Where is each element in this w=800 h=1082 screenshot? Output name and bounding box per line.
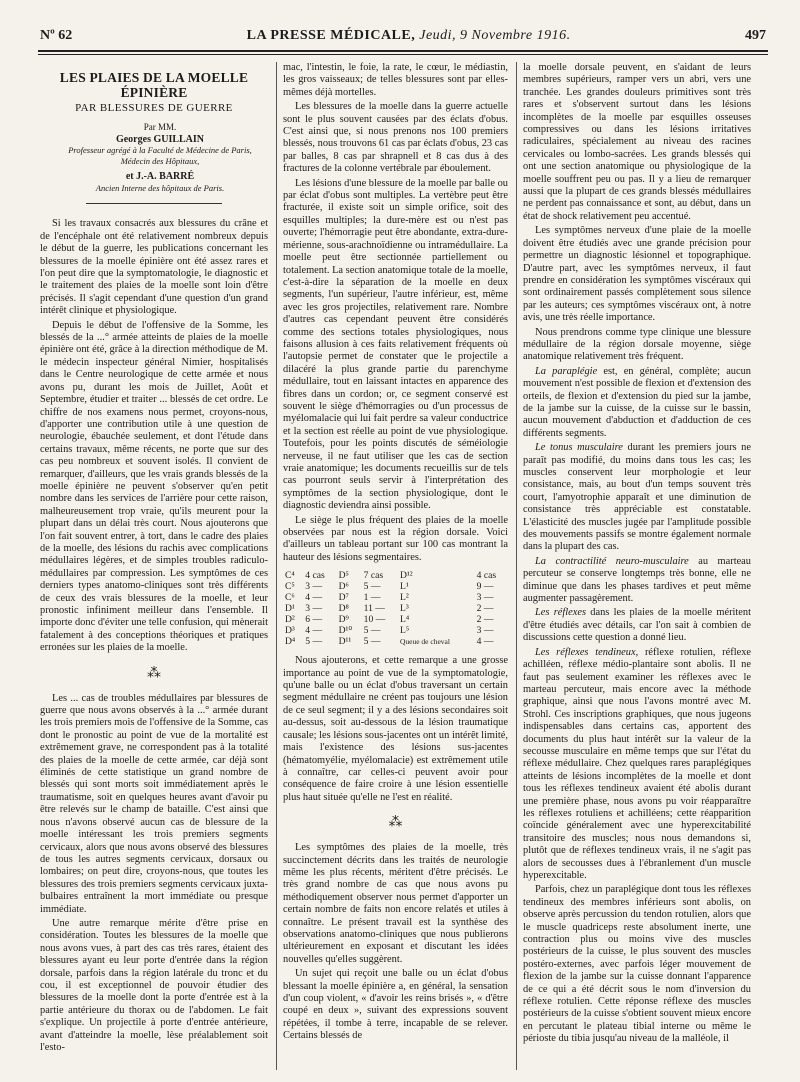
article-title: LES PLAIES DE LA MOELLE ÉPINIÈRE: [59, 70, 249, 100]
paragraph: la moelle dorsale peuvent, en s'aidant de leurs membres supérieurs, ramper vers un abri, vers une tranchée. Les grandes douleurs primitives sont très rares et s'observent surtout dans les lésions incomplètes de la moelle par esquilles osseuses compressives ou dans les lésions irritatives radiculaires, spécialement au niveau des racines cervicales ou lombo-sacrées. Les grands blessés qui ont une section anatomique ou physiologique de la moelle souffrent peu ou pas. Il y a lieu de remarquer aussi que la plupart de ces grands blessés médullaires ne perdent pas connaissance et sont, au début, dans un état de shock relativement peu accentué.: [523, 62, 751, 222]
table-cell: D⁷: [338, 592, 349, 604]
paragraph: Les symptômes nerveux d'une plaie de la moelle doivent être étudiés avec une grande précision pour permettre un diagnostic lésionnel et topographique. D'autre part, avec les symptômes nerveux, il faut prendre en considération les symptômes viscéraux qui sont ordinairement passés complètement sous silence par les auteurs; ces symptômes viscéraux ont, à notre avis, une très réelle importance.: [523, 225, 751, 324]
table-row: [283, 603, 508, 614]
paragraph: Le siège le plus fréquent des plaies de la moelle observées par nous est la région dorsale. Voici d'ailleurs un tableau portant sur 100 cas montrant la hauteur des lésions segmentaires.: [283, 514, 508, 563]
term-reflexes-tendineux: Les réflexes tendineux: [535, 646, 636, 658]
table-cell: L³: [399, 603, 409, 615]
paragraph: [523, 442, 751, 554]
paragraph: Une autre remarque mérite d'être prise en considération. Toutes les blessures de la moelle que nous avons vues, à part des cas très rares, étaient des blessures ayant eu leur porte d'entrée dans la région dorsale, parfois dans la région latérale du tronc et du cou, il est exceptionnel de pouvoir étudier des blessures de la moelle dont la porte d'entrée est à la partie antérieure du thorax ou de l'abdomen. Le fait s'explique. Un projectile à porte d'entrée antérieure, avant d'atteindre la moelle, lèse préalablement soit l'esto-: [40, 917, 268, 1053]
table-row: [283, 614, 508, 625]
table-row: [283, 592, 508, 603]
table-cell: D⁶: [338, 581, 349, 593]
table-cell: 3 —: [476, 625, 494, 637]
paragraph-text: dans les plaies de la moelle méritent d'être étudiés avec détails, car l'on sait à combien de discussions cette question a donné lieu.: [523, 607, 751, 644]
table-cell: C⁶: [285, 592, 295, 604]
author-2-affiliation: Ancien Interne des hôpitaux de Paris.: [95, 182, 225, 193]
paragraph: [523, 607, 751, 644]
author-1-affiliation-2: Médecin des Hôpitaux,: [120, 155, 200, 166]
table-cell: D¹²: [399, 570, 413, 582]
table-cell: C⁵: [285, 581, 295, 593]
table-cell: 10 —: [363, 614, 386, 626]
table-cell: 3 —: [476, 592, 494, 604]
table-cell: 4 cas: [305, 570, 325, 582]
table-cell: 7 cas: [363, 570, 384, 582]
term-tonus: Le tonus musculaire: [535, 442, 623, 454]
header-rule-thin: [38, 54, 768, 55]
table-cell: 11 —: [363, 603, 385, 615]
table-cell: L⁴: [399, 614, 410, 626]
table-cell: 5 —: [363, 625, 381, 637]
paragraph: Parfois, chez un paraplégique dont tous les réflexes tendineux des membres inférieurs sont abolis, on observe après percussion du tendon rotulien, alors que le muscle quadriceps reste absolument inerte, une contraction plus ou moins vive des muscles postérieurs de la cuisse, le plus souvent des muscles postéro-externes, avec parfois léger mouvement de flexion de la jambe sur la cuisse donnant l'apparence de ce qui a été décrit sous le nom d'inversion du réflexe rotulien. Cette réponse réflexe des muscles postérieurs de la cuisse s'obtient souvent mieux encore en percutant le plateau tibial interne ou même le périoste du tibia jusqu'au niveau de la malléole, il: [523, 884, 751, 1045]
article-subtitle: PAR BLESSURES DE GUERRE: [75, 102, 233, 114]
table-cell: 9 —: [476, 581, 494, 593]
table-cell: D⁴: [285, 636, 296, 648]
paragraph: [523, 647, 751, 883]
paragraph: Les ... cas de troubles médullaires par blessures de guerre que nous avons observés à la ...° armée durant les trois premiers mois de l'offensive de la Somme, cas dont le pronostic au point de vue de la mortalité est extrêmement grave, ne correspondent pas à la totalité des plaies de la moelle de cette armée, car déjà sont éliminés de cette statistique un grand nombre de blessés qui sont morts soit immédiatement après le traumatisme, soit en quelques heures avant d'avoir pu être relevés sur le champ de bataille. C'est ainsi que nous n'avons observé aucun cas de blessure de la moelle intéressant les trois premiers segments cervicaux, alors que nous avons observé des blessures de tous les autres segments cervicaux, dorsaux ou lombaires; on peut dire, croyons-nous, que toutes les blessures des trois premiers segments cervicaux juxta-bulbaires entraînent la mort immédiate ou presque immédiate.: [40, 692, 268, 915]
paragraph: [523, 556, 751, 606]
table-cell: 5 —: [305, 636, 323, 648]
table-row: [283, 570, 508, 581]
paragraph: Si les travaux consacrés aux blessures du crâne et de l'encéphale ont été relativement nombreux depuis le début de la guerre, les publications concernant les blessures de la moelle épinière ont été assez rares et l'on peut dire que la symptomatologie, le diagnostic et le traitement des plaies de la moelle sont loin d'être précisés. Il s'agit cependant d'une question d'un grand intérêt clinique et physiologique.: [40, 218, 268, 317]
segment-table: [283, 570, 508, 647]
paragraph-text: , réflexe rotulien, réflexe achilléen, réflexe médio-plantaire sont abolis. Il ne faut pas seulement examiner les réflexes avec le marteau percuteur, mais encore avec la méthode graphique, ainsi que nous l'avons montré avec M. Strohl. Ces inscriptions graphiques, que nous jugeons indispensables dans certains cas, apportent des documents du plus haut intérêt sur la valeur de la secousse musculaire en même temps que sur l'état du réflexe médullaire. Chez quelques rares paraplégiques atteints de lésions incomplètes de la moelle et dont tous les réflexes tendineux avaient été abolis durant une première phase, nous avons pu voir réapparaître les réflexes rotuliens et achilléens; cette réapparition coïncide généralement avec une hyperexcitabilité transitoire des muscles; nous nous demandons si, plutôt que de réflexes tendineux vrais, il ne s'agit pas alors de secousses dues à l'ébranlement d'un muscle hyperexcitable.: [523, 646, 751, 881]
table-cell: D²: [285, 614, 295, 626]
journal-title: LA PRESSE MÉDICALE,: [246, 28, 416, 43]
table-cell: 4 cas: [476, 570, 497, 582]
table-cell: L⁵: [399, 625, 410, 637]
table-cell: 6 —: [305, 614, 323, 626]
paragraph: Les symptômes des plaies de la moelle, très succinctement décrits dans les traités de neurologie même les plus récents, méritent d'être précisés. Le très grand nombre de cas que nous avons pu méthodiquement observer nous permet d'apporter un certain nombre de faits non encore relatés et utiles à connaître. Le présent travail est la synthèse des observations anatomo-cliniques que nous publierons ultérieurement en exposant et discutant les idées nouvelles qu'elles suggèrent.: [283, 842, 508, 965]
table-cell: Queue de cheval: [399, 637, 450, 647]
table-cell: 3 —: [305, 581, 323, 593]
table-cell: 4 —: [305, 592, 323, 604]
paragraph-text: au marteau percuteur se conserve longtemps très bonne, elle ne diminue que dans les phases tardives et peut même augmenter passagèrement.: [523, 555, 751, 605]
table-row: [283, 636, 508, 647]
table-row: [283, 581, 508, 592]
header-rule-thick: [38, 50, 768, 52]
table-cell: D⁹: [338, 614, 349, 626]
table-cell: 5 —: [363, 581, 381, 593]
table-cell: D¹¹: [338, 636, 352, 648]
table-cell: D⁵: [338, 570, 349, 582]
column-2: [283, 62, 508, 1072]
paragraph: Les lésions d'une blessure de la moelle par balle ou par éclat d'obus sont multiples. La vertèbre peut être fracturée, il existe soit un simple orifice, soit des esquilles multiples; la dure-mère est ou n'est pas ouverte; l'hémorragie peut être abondante, extra-dure-mérienne, sous-arachnoïdienne ou intramédullaire. La moelle peut être sectionnée partiellement ou totalement. La section anatomique totale de la moelle, c'est-à-dire la séparation de la moelle en deux segments, l'un supérieur, l'autre inférieur, est, même avec les gros projectiles, relativement rare. Nombre d'autres cas cependant peuvent être considérés comme des sections totales physiologiques, nous faisons allusion à ces faits relativement fréquents où l'autopsie permet de constater que le projectile a dilacéré la plus grande partie du parenchyme médullaire, tout en laissant intactes en apparence des fibres dans un cordon; or, ce segment conservé est souvent le siège d'hémorragies ou d'un processus de myélomalacie qui lui fait perdre sa valeur conductrice et la section est réelle au point de vue physiologique. Toutefois, pour les points discutés de séméiologie nerveuse, il ne faut utiliser que les cas de section vraie anatomique; les documents recueillis sur de tels cas pourront seuls servir à l'interprétation des symptômes de la section physiologique, dont le diagnostic deviendra ainsi possible.: [283, 177, 508, 512]
paragraph: Les blessures de la moelle dans la guerre actuelle sont le plus souvent causées par des éclats d'obus. C'est ainsi que, si nous prenons nos 100 premiers blessés, nous trouvons 61 cas par éclats d'obus, 23 cas par balles, 8 cas par shrapnell et 8 cas dus à des fractures de la colonne vertébrale par éboulement.: [283, 101, 508, 175]
table-cell: L¹: [399, 581, 409, 593]
issue-date: Jeudi, 9 Novembre 1916.: [419, 28, 571, 43]
table-cell: D⁸: [338, 603, 349, 615]
section-separator-asterism: ⁂: [388, 815, 403, 831]
journal-title-line: [247, 28, 571, 44]
author-2: et J.-A. BARRÉ: [125, 171, 195, 183]
table-cell: C⁴: [285, 570, 295, 582]
table-row: [283, 625, 508, 636]
paragraph-text: durant les premiers jours ne paraît pas modifié, du moins dans tous les cas; les muscles conservent leur morphologie et leur consistance, mais, au bout d'un temps souvent très court, l'amyotrophie apparaît et une diminution de consistance très appréciable est constatable. L'élasticité des muscles jugée par l'amplitude possible des mouvements passifs se montre également normale dans la plupart des cas.: [523, 442, 751, 553]
byline-par: Par MM.: [143, 122, 177, 133]
table-cell: 3 —: [305, 603, 323, 615]
column-divider: [276, 62, 277, 1070]
author-1: Georges GUILLAIN: [115, 133, 205, 145]
table-cell: D¹⁰: [338, 625, 353, 637]
term-paraplegie: La paraplégie: [535, 365, 598, 377]
paragraph: Nous ajouterons, et cette remarque a une grosse importance au point de vue de la symptomatologie, qu'une balle ou un éclat d'obus traversant un certain segment médullaire ne créent pas toujours une lésion de ce seul segment; il y a des lésions secondaires soit au-dessus, soit au-dessous de la lésion traumatique causale; les lésions sous-jacentes ont un intérêt limité, mais l'existence des lésions sus-jacentes (hématomyélie, myélomalacie) est extrêmement utile à connaître, car celles-ci peuvent avoir pour conséquence de faire croire à une lésion essentielle plus haut située qu'elle ne l'est en réalité.: [283, 655, 508, 803]
paragraph: Depuis le début de l'offensive de la Somme, les blessés de la ...° armée atteints de plaies de la moelle épinière ont été, grâce à la direction méthodique de M. le médecin inspecteur général Nimier, hospitalisés dans le Centre neurologique de cette armée et nous avons pu, durant les mois de Juillet, Août et Septembre, étudier et traiter ... blessés de cet ordre. Le chiffre de nos examens nous permet, croyons-nous, d'apporter une contribution utile à une question de neurologie, ébauchée seulement, et dont l'étude dans certains travaux, même récents, ne porte que sur des cas peu nombreux et souvent isolés. Il convient de remarquer, d'ailleurs, que les vrais grands blessés de la moelle épinière ne peuvent s'observer qu'en petit nombre dans les services de l'arrière pour cette raison, malheureusement trop vraie, qu'ils meurent pour la plupart dans un délai très court. Nous ajouterons que l'on fait souvent entrer, à tort, dans le cadre des plaies de la moelle, des lésions du rachis avec complications médullaires légères, et de simples troubles radiculo-médullaires par compression. Les symptômes de ces derniers types anatomo-cliniques sont très différents de ceux des vrais blessures de la moelle, et leur pronostic infiniment meilleur dans l'ensemble. Il importe donc d'éviter une telle confusion, qui mènerait fatalement à des conceptions théoriques et pratiques erronées sur les plaies de la moelle.: [40, 319, 268, 654]
paragraph: Un sujet qui reçoit une balle ou un éclat d'obus blessant la moelle épinière a, en général, la sensation d'un coup violent, « d'avoir les reins brisés », « d'être coupé en deux », suivant des expressions souvent répétées, il tombe à terre, incapable de se relever. Certains blessés de: [283, 968, 508, 1042]
table-cell: 4 —: [476, 636, 494, 648]
page-number: 497: [744, 28, 766, 43]
term-contractilite: La contractilité neuro-musculaire: [535, 555, 689, 567]
title-rule: [86, 203, 223, 204]
table-cell: D¹: [285, 603, 295, 615]
author-1-affiliation: Professeur agrégé à la Faculté de Médecine de Paris,: [68, 145, 252, 156]
table-cell: 2 —: [476, 603, 494, 615]
column-3: [523, 62, 751, 1072]
paragraph: mac, l'intestin, le foie, la rate, le cœur, le médiastin, les gros vaisseaux; de telles blessures sont par elles-mêmes déjà mortelles.: [283, 62, 508, 98]
table-cell: 1 —: [363, 592, 381, 604]
term-reflexes: Les réflexes: [535, 607, 587, 619]
page-header: [40, 28, 766, 48]
issue-number: Nº 62: [40, 28, 73, 43]
paragraph-text: est, en général, complète; aucun mouvement n'est possible de flexion et d'extension des orteils, de flexion et d'extension du pied sur la jambe, de la jambe sur la cuisse, de la cuisse sur le bassin, aucun mouvement d'abduction et d'adduction de ces différents segments.: [523, 365, 751, 439]
paragraph: [523, 366, 751, 440]
section-separator-asterism: ⁂: [147, 665, 161, 681]
table-cell: L²: [399, 592, 409, 604]
column-divider: [516, 62, 517, 1070]
column-1: [40, 62, 268, 1072]
paragraph: Nous prendrons comme type clinique une blessure médullaire de la région dorsale moyenne, siège anatomique relativement très fréquent.: [523, 326, 751, 363]
table-cell: D³: [285, 625, 295, 637]
table-cell: 2 —: [476, 614, 494, 626]
table-cell: 5 —: [363, 636, 381, 648]
table-cell: 4 —: [305, 625, 323, 637]
